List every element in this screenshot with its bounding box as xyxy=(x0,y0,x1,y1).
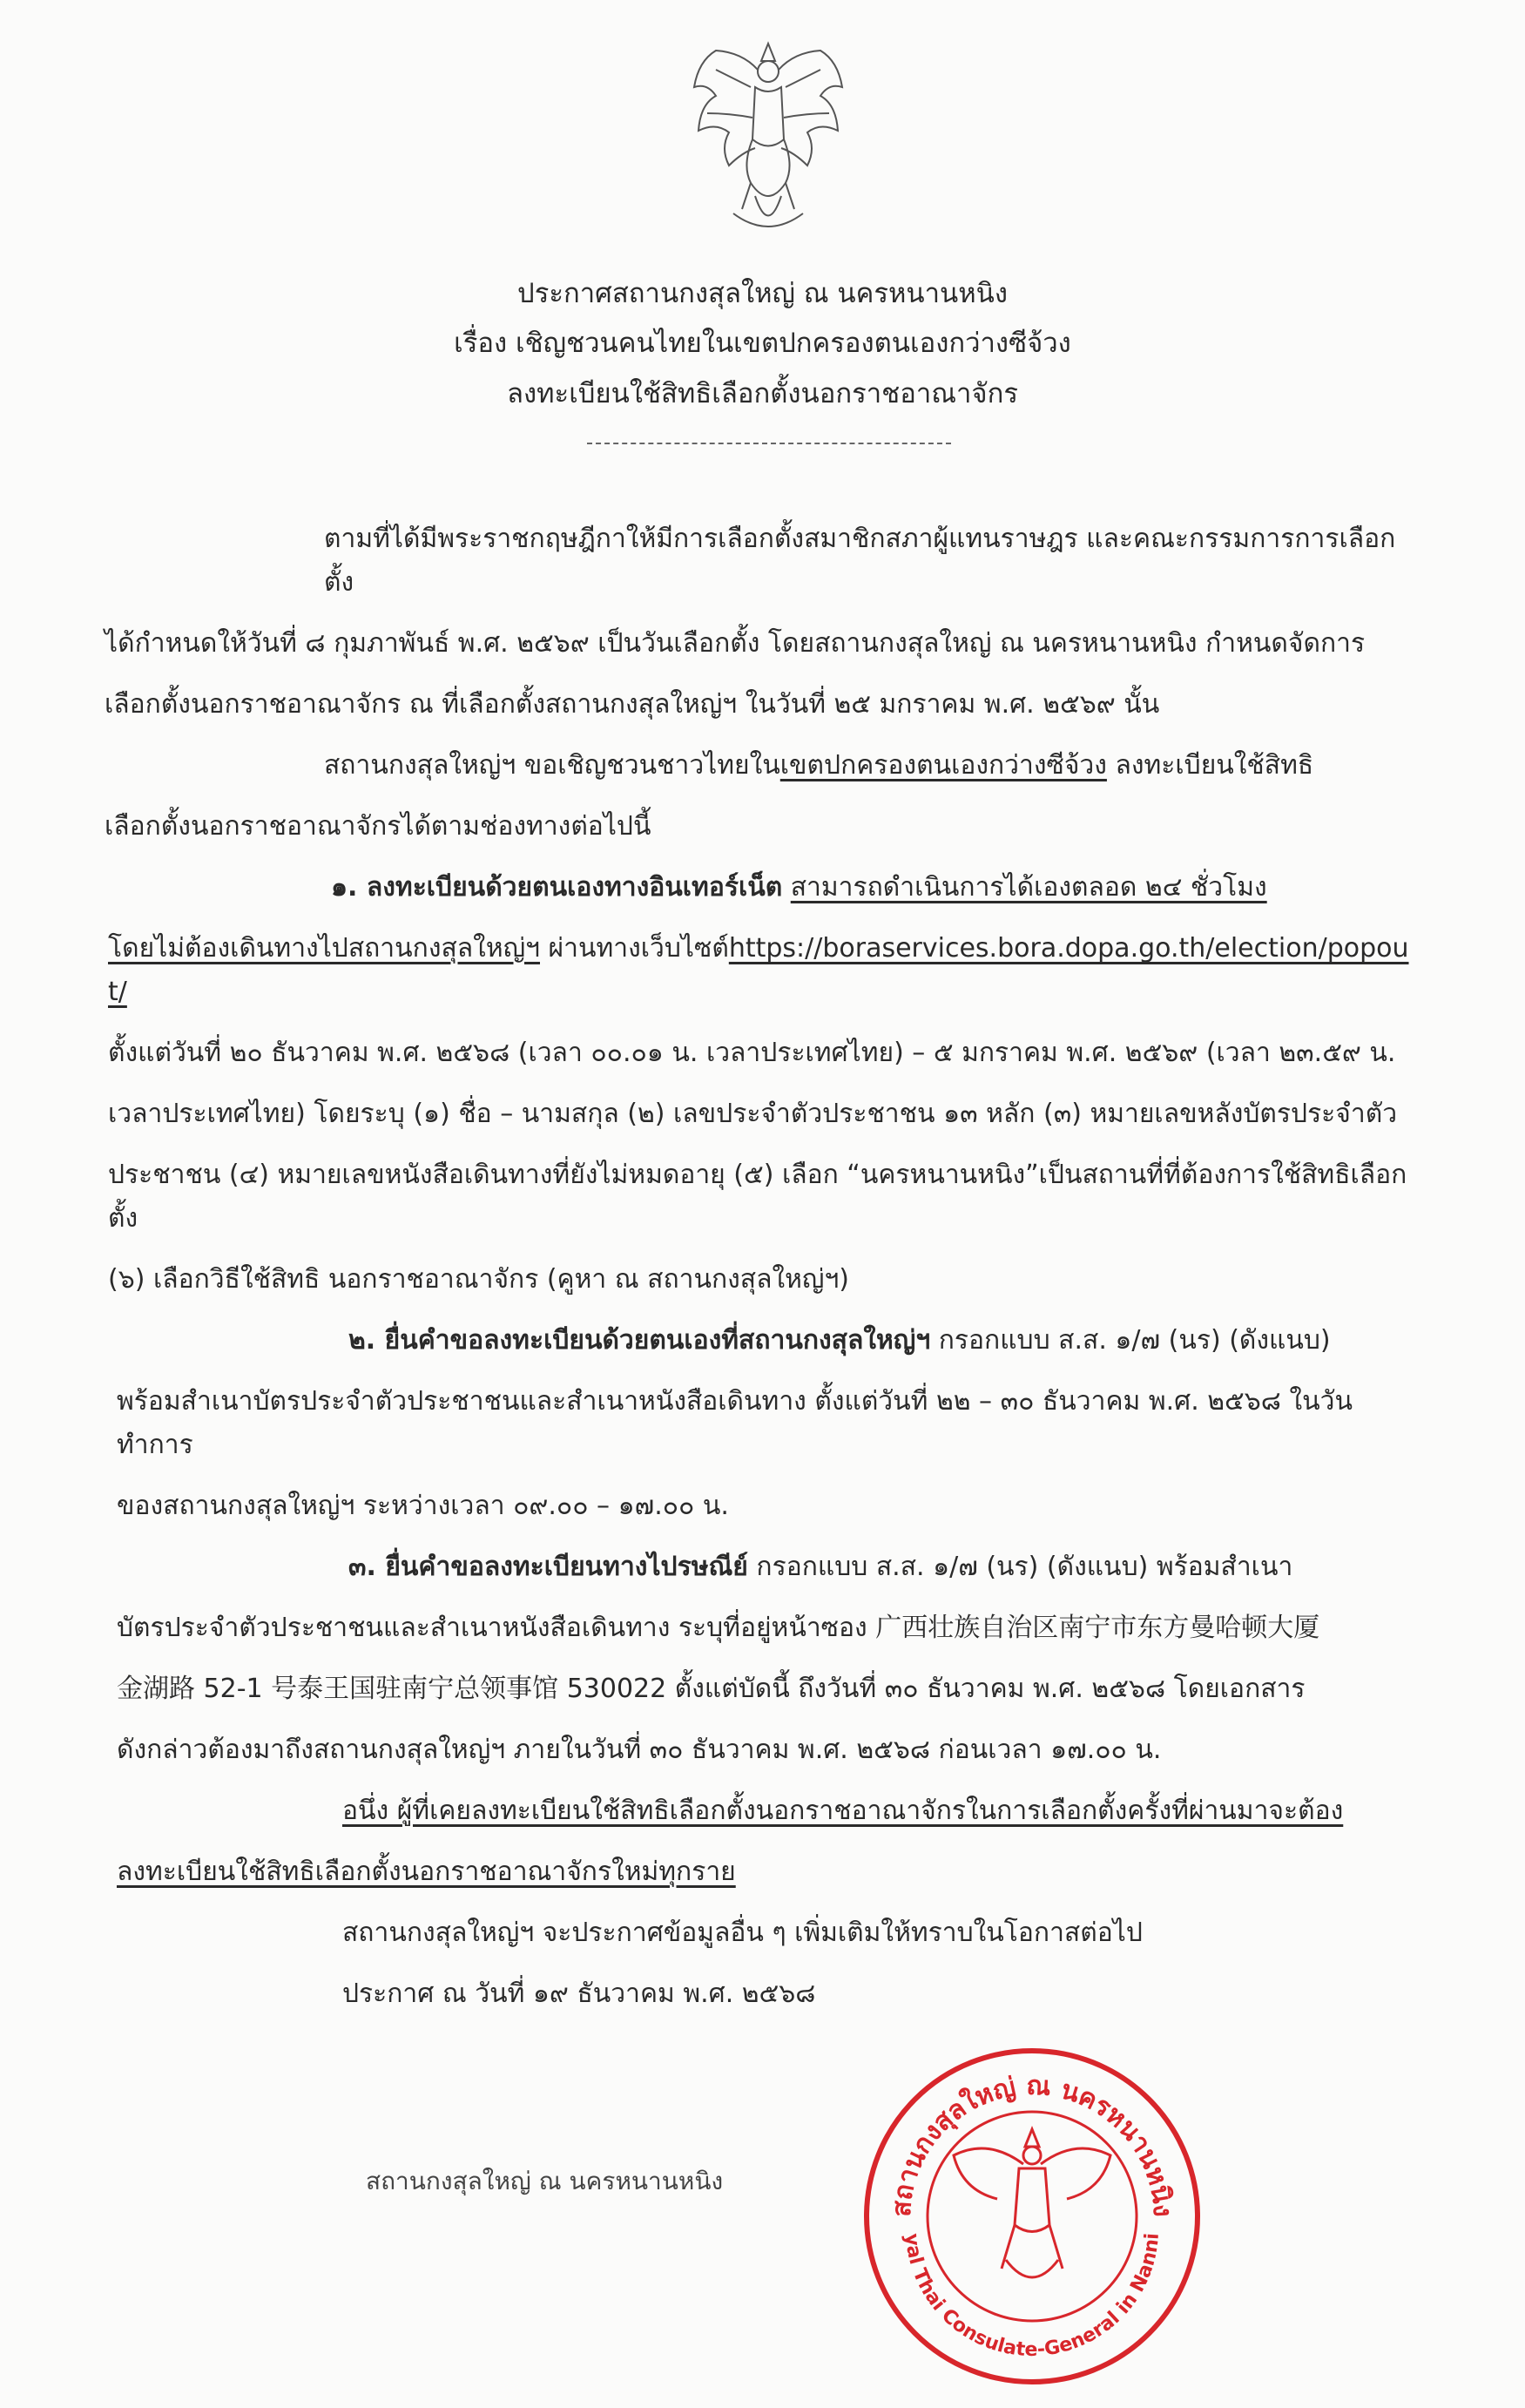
paragraph-line xyxy=(105,1720,1418,1781)
text-segment: 金湖路 52-1 号泰王国驻南宁总领事馆 530022 ตั้งแต่บัดนี้ ถึงวันที่ ๓๐ ธันวาคม พ.ศ. ๒๕๖๘ โดยเอกสาร xyxy=(117,1674,1306,1704)
paragraph-lines xyxy=(105,509,1418,2025)
paragraph-line xyxy=(105,1249,1418,1310)
paragraph-line xyxy=(105,1598,1418,1659)
paragraph-line xyxy=(105,1371,1418,1476)
paragraph-line xyxy=(105,1659,1418,1720)
text-segment: ตามที่ได้มีพระราชกฤษฎีกาให้มีการเลือกตั้งสมาชิกสภาผู้แทนราษฎร และคณะกรรมการการเลือกตั้ง xyxy=(324,524,1396,598)
text-segment: ประกาศ ณ วันที่ ๑๙ ธันวาคม พ.ศ. ๒๕๖๘ xyxy=(342,1978,816,2009)
text-segment: ได้กำหนดให้วันที่ ๘ กุมภาพันธ์ พ.ศ. ๒๕๖๙ เป็นวันเลือกตั้ง โดยสถานกงสุลใหญ่ ณ นครหนานหนิง กำหนดจัดการ xyxy=(105,628,1366,659)
text-segment: สถานกงสุลใหญ่ฯ จะประกาศข้อมูลอื่น ๆ เพิ่มเติมให้ทราบในโอกาสต่อไป xyxy=(342,1918,1143,1948)
text-segment: ประชาชน (๔) หมายเลขหนังสือเดินทางที่ยังไม่หมดอายุ (๕) เลือก “นครหนานหนิง”เป็นสถานที่ที่ต้องการใช้สิทธิเลือกตั้ง xyxy=(108,1160,1407,1234)
announcement-subject-cont: ลงทะเบียนใช้สิทธิเลือกตั้งนอกราชอาณาจักร xyxy=(506,378,1018,409)
paragraph-line xyxy=(105,1476,1418,1537)
underlined-text: อนึ่ง ผู้ที่เคยลงทะเบียนใช้สิทธิเลือกตั้งนอกราชอาณาจักรในการเลือกตั้งครั้งที่ผ่านมาจะต้อง xyxy=(342,1796,1344,1826)
section-heading: ๒. ยื่นคำขอลงทะเบียนด้วยตนเองที่สถานกงสุลใหญ่ฯ xyxy=(348,1325,931,1356)
paragraph-line xyxy=(105,796,1418,857)
paragraph-line xyxy=(105,613,1418,674)
text-segment: ตั้งแต่วันที่ ๒๐ ธันวาคม พ.ศ. ๒๕๖๘ (เวลา ๐๐.๐๑ น. เวลาประเทศไทย) – ๕ มกราคม พ.ศ. ๒๕๖๙ (เวลา ๒๓.๕๙ น. xyxy=(108,1038,1396,1068)
seal-english-text: yal Thai Consulate-General in Nanni xyxy=(900,2232,1164,2362)
paragraph-line xyxy=(105,1023,1418,1084)
underlined-text: เขตปกครองตนเองกว่างซีจ้วง xyxy=(779,750,1107,781)
announcement-title: ประกาศสถานกงสุลใหญ่ ณ นครหนานหนิง xyxy=(517,278,1008,309)
header-separator xyxy=(587,443,951,444)
signature-area xyxy=(105,2042,1418,2408)
text-segment: เลือกตั้งนอกราชอาณาจักร ณ ที่เลือกตั้งสถานกงสุลใหญ่ฯ ในวันที่ ๒๕ มกราคม พ.ศ. ๒๕๖๙ นั้น xyxy=(105,689,1160,720)
paragraph-line xyxy=(105,1781,1418,1842)
text-segment: กรอกแบบ ส.ส. ๑/๗ (นร) (ดังแนบ) พร้อมสำเนา xyxy=(747,1552,1293,1582)
text-segment: ดังกล่าวต้องมาถึงสถานกงสุลใหญ่ฯ ภายในวันที่ ๓๐ ธันวาคม พ.ศ. ๒๕๖๘ ก่อนเวลา ๑๗.๐๐ น. xyxy=(117,1735,1162,1765)
text-segment: เลือกตั้งนอกราชอาณาจักรได้ตามช่องทางต่อไปนี้ xyxy=(105,811,651,842)
paragraph-line xyxy=(105,1537,1418,1598)
paragraph-line xyxy=(105,735,1418,796)
signature-block: สถานกงสุลใหญ่ ณ นครหนานหนิง xyxy=(366,2167,724,2195)
section-heading: ๓. ยื่นคำขอลงทะเบียนทางไปรษณีย์ xyxy=(348,1552,748,1582)
text-segment: บัตรประจำตัวประชาชนและสำเนาหนังสือเดินทาง ระบุที่อยู่หน้าซอง 广西壮族自治区南宁市东方曼哈顿大厦 xyxy=(117,1613,1320,1643)
paragraph-line xyxy=(105,857,1418,918)
registration-link[interactable]: https://boraservices.bora.dopa.go.th/election/popout/ xyxy=(108,933,1409,1007)
paragraph-line xyxy=(105,1842,1418,1903)
seal-garuda-icon xyxy=(954,2129,1110,2277)
paragraph-line xyxy=(105,1145,1418,1249)
garuda-emblem xyxy=(681,35,855,244)
paragraph-line xyxy=(105,1310,1418,1371)
seal-thai-text: สถานกงสุลใหญ่ ณ นครหนานหนิง xyxy=(886,2070,1178,2218)
paragraph-line xyxy=(105,1903,1418,1964)
paragraph-line xyxy=(105,918,1418,1023)
text-segment: ผ่านทางเว็บไซต์ xyxy=(540,933,729,964)
paragraph-line xyxy=(105,1084,1418,1145)
text-segment: พร้อมสำเนาบัตรประจำตัวประชาชนและสำเนาหนังสือเดินทาง ตั้งแต่วันที่ ๒๒ – ๓๐ ธันวาคม พ.ศ. ๒๕๖๘ ในวันทำการ xyxy=(117,1386,1353,1460)
underlined-text: สามารถดำเนินการได้เองตลอด ๒๔ ชั่วโมง xyxy=(790,872,1267,903)
section-heading: ๑. ลงทะเบียนด้วยตนเองทางอินเทอร์เน็ต xyxy=(331,872,783,903)
document-body xyxy=(105,509,1418,2408)
announcement-subject: เรื่อง เชิญชวนคนไทยในเขตปกครองตนเองกว่างซีจ้วง xyxy=(454,328,1071,359)
paragraph-line xyxy=(105,509,1418,613)
underlined-text: ลงทะเบียนใช้สิทธิเลือกตั้งนอกราชอาณาจักรใหม่ทุกราย xyxy=(117,1857,736,1887)
official-seal xyxy=(858,2042,1206,2391)
paragraph-line xyxy=(105,1964,1418,2025)
underlined-text: โดยไม่ต้องเดินทางไปสถานกงสุลใหญ่ฯ xyxy=(108,933,540,964)
text-segment: กรอกแบบ ส.ส. ๑/๗ (นร) (ดังแนบ) xyxy=(930,1325,1331,1356)
text-segment: สถานกงสุลใหญ่ฯ ขอเชิญชวนชาวไทยใน xyxy=(324,750,780,781)
text-segment: (๖) เลือกวิธีใช้สิทธิ นอกราชอาณาจักร (คูหา ณ สถานกงสุลใหญ่ฯ) xyxy=(108,1264,850,1295)
text-segment: ลงทะเบียนใช้สิทธิ xyxy=(1106,750,1314,781)
paragraph-line xyxy=(105,674,1418,735)
text-segment: เวลาประเทศไทย) โดยระบุ (๑) ชื่อ – นามสกุล (๒) เลขประจำตัวประชาชน ๑๓ หลัก (๓) หมายเลขหลังบัตรประจำตัว xyxy=(108,1099,1398,1129)
text-segment xyxy=(782,872,791,903)
text-segment: ของสถานกงสุลใหญ่ฯ ระหว่างเวลา ๐๙.๐๐ – ๑๗.๐๐ น. xyxy=(117,1491,729,1521)
